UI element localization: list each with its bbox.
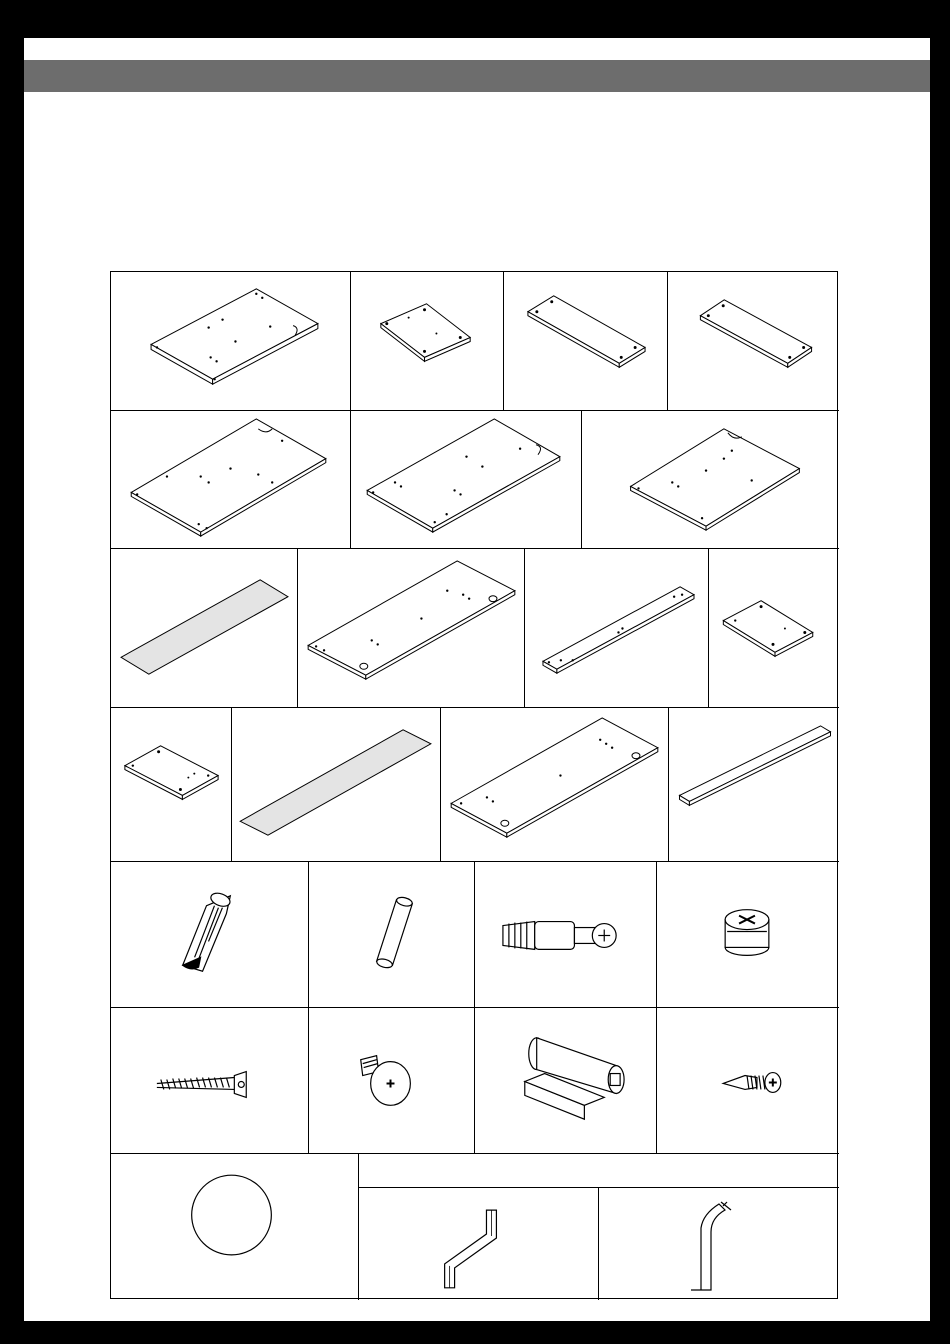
part-cell-panel-13 bbox=[232, 708, 441, 862]
hardware-cell-2 bbox=[309, 862, 475, 1008]
hardware-cell-8 bbox=[657, 1008, 839, 1154]
hardboard-icon bbox=[111, 549, 297, 707]
cover-cap-icon bbox=[111, 1154, 358, 1300]
hardware-cell-6 bbox=[309, 1008, 475, 1154]
panel-long-holes-icon bbox=[298, 549, 524, 707]
panel-large-notch-icon bbox=[351, 411, 581, 548]
tools-header bbox=[359, 1154, 839, 1188]
grooved-dowel-icon bbox=[111, 862, 308, 1007]
part-cell-panel-3 bbox=[504, 272, 668, 411]
part-cell-panel-7 bbox=[582, 411, 839, 549]
tool-cell-2 bbox=[599, 1188, 839, 1300]
part-cell-panel-11 bbox=[709, 549, 839, 708]
part-cell-panel-14 bbox=[441, 708, 669, 862]
wooden-dowel-icon bbox=[309, 862, 474, 1007]
rail-icon bbox=[525, 549, 708, 707]
long-screw-icon bbox=[111, 1008, 308, 1153]
hardware-cell-5 bbox=[111, 1008, 309, 1154]
hardware-cell-9 bbox=[111, 1154, 359, 1300]
panel-small-icon bbox=[111, 708, 231, 861]
allen-key-icon bbox=[359, 1188, 598, 1300]
panel-small-icon bbox=[351, 272, 503, 410]
hardware-cell-1 bbox=[111, 862, 309, 1008]
panel-small-icon bbox=[709, 549, 839, 707]
hardware-cell-3 bbox=[475, 862, 657, 1008]
instruction-page bbox=[24, 38, 930, 1321]
screwdriver-key-icon bbox=[599, 1188, 839, 1300]
board-long-icon bbox=[668, 272, 839, 410]
panel-large-notch-icon bbox=[111, 411, 350, 548]
panel-large-notch-icon bbox=[582, 411, 839, 548]
hardware-cell-4 bbox=[657, 862, 839, 1008]
part-cell-panel-1 bbox=[111, 272, 351, 411]
part-cell-panel-15 bbox=[669, 708, 839, 862]
part-cell-panel-8 bbox=[111, 549, 298, 708]
part-cell-panel-6 bbox=[351, 411, 582, 549]
hardware-cell-7 bbox=[475, 1008, 657, 1154]
panel-notch-icon bbox=[111, 272, 350, 410]
board-long-icon bbox=[504, 272, 667, 410]
part-cell-panel-4 bbox=[668, 272, 839, 411]
part-cell-panel-5 bbox=[111, 411, 351, 549]
wood-screw-icon bbox=[657, 1008, 839, 1153]
header-bar bbox=[24, 60, 930, 92]
part-cell-panel-12 bbox=[111, 708, 232, 862]
parts-grid bbox=[110, 271, 838, 1299]
part-cell-panel-10 bbox=[525, 549, 709, 708]
part-cell-panel-9 bbox=[298, 549, 525, 708]
part-cell-panel-2 bbox=[351, 272, 504, 411]
panel-long-holes-icon bbox=[441, 708, 668, 861]
tools-section bbox=[359, 1154, 839, 1300]
hardboard-icon bbox=[232, 708, 440, 861]
short-bolt-icon bbox=[309, 1008, 474, 1153]
cam-bolt-icon bbox=[475, 862, 656, 1007]
shelf-plain-icon bbox=[669, 708, 839, 861]
tool-cell-1 bbox=[359, 1188, 599, 1300]
magnetic-catch-icon bbox=[475, 1008, 656, 1153]
cam-lock-icon bbox=[657, 862, 839, 1007]
